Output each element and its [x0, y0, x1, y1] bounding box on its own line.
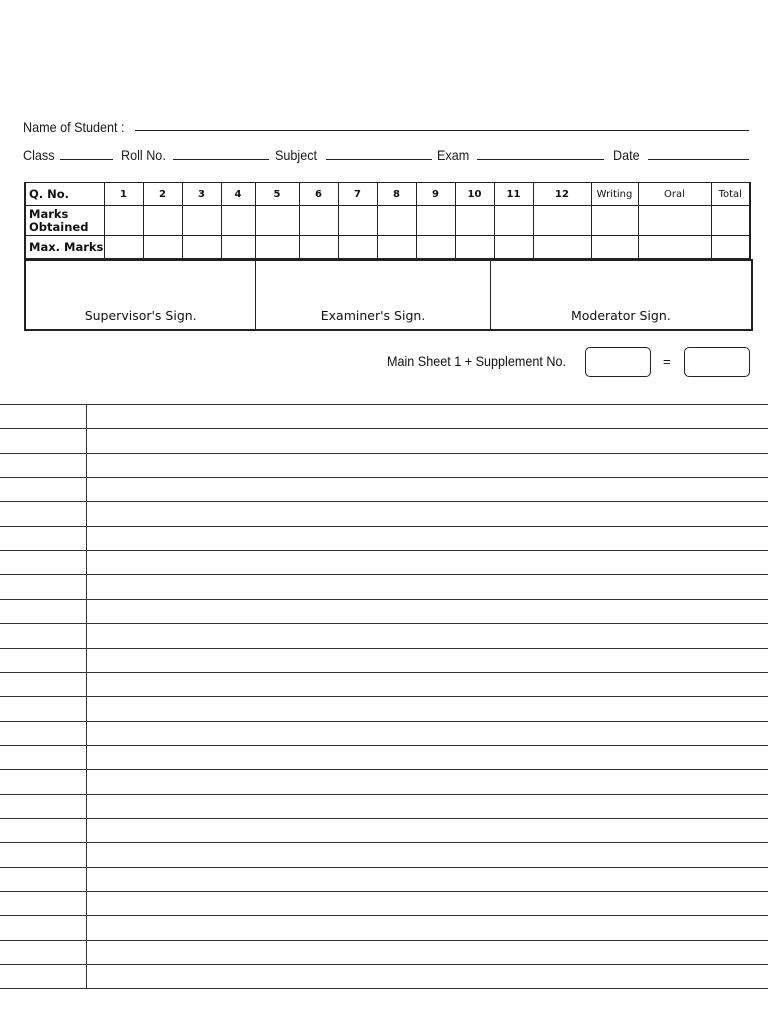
ruled-line — [0, 550, 768, 551]
ruled-line — [0, 648, 768, 649]
obtained-cell[interactable] — [182, 206, 221, 236]
obtained-cell[interactable] — [338, 206, 377, 236]
max-cell[interactable] — [104, 236, 143, 259]
roll-no-label: Roll No. — [121, 147, 166, 163]
ruled-line — [0, 404, 768, 405]
qno-col-1: 1 — [104, 183, 143, 206]
qno-col-8: 8 — [377, 183, 416, 206]
marks-obtained-label-line1: Marks — [29, 206, 69, 221]
ruled-line — [0, 428, 768, 429]
obtained-cell[interactable] — [533, 206, 591, 236]
ruled-line — [0, 818, 768, 819]
max-cell[interactable] — [299, 236, 338, 259]
obtained-cell[interactable] — [221, 206, 255, 236]
moderator-sign-label: Moderator Sign. — [570, 308, 671, 323]
ruled-line — [0, 940, 768, 941]
qno-col-4: 4 — [221, 183, 255, 206]
ruled-line — [0, 915, 768, 916]
qno-col-6: 6 — [299, 183, 338, 206]
signature-section — [24, 259, 753, 331]
supplement-label: Main Sheet 1 + Supplement No. — [387, 353, 566, 369]
class-label: Class — [23, 147, 55, 163]
max-cell[interactable] — [533, 236, 591, 259]
marks-obtained-row — [25, 206, 750, 236]
examiner-sign-label: Examiner's Sign. — [320, 308, 426, 323]
ruled-line — [0, 964, 768, 965]
ruled-line — [0, 453, 768, 454]
ruled-line — [0, 672, 768, 673]
ruled-line — [0, 867, 768, 868]
qno-label: Q. No. — [25, 183, 104, 206]
qno-col-2: 2 — [143, 183, 182, 206]
exam-label: Exam — [437, 147, 470, 163]
subject-field[interactable] — [326, 159, 432, 160]
ruled-line — [0, 574, 768, 575]
max-cell[interactable] — [494, 236, 533, 259]
date-field[interactable] — [648, 159, 749, 160]
max-cell[interactable] — [377, 236, 416, 259]
ruled-line — [0, 745, 768, 746]
subject-label: Subject — [275, 147, 318, 163]
obtained-cell[interactable] — [143, 206, 182, 236]
ruled-line — [0, 599, 768, 600]
obtained-cell[interactable] — [711, 206, 750, 236]
ruled-line — [0, 501, 768, 502]
obtained-cell[interactable] — [591, 206, 638, 236]
qno-col-10: 10 — [455, 183, 494, 206]
qno-row — [25, 183, 750, 206]
marks-table — [24, 182, 751, 259]
max-cell[interactable] — [143, 236, 182, 259]
obtained-cell[interactable] — [255, 206, 299, 236]
exam-field[interactable] — [477, 159, 604, 160]
qno-col-writing: Writing — [591, 183, 638, 206]
roll-no-field[interactable] — [173, 159, 269, 160]
obtained-cell[interactable] — [455, 206, 494, 236]
max-cell[interactable] — [255, 236, 299, 259]
ruled-line — [0, 623, 768, 624]
obtained-cell[interactable] — [638, 206, 711, 236]
ruled-line — [0, 526, 768, 527]
obtained-cell[interactable] — [416, 206, 455, 236]
ruled-line — [0, 891, 768, 892]
marks-obtained-label — [25, 206, 104, 236]
ruled-line — [0, 477, 768, 478]
supplement-number-box[interactable] — [585, 347, 651, 377]
qno-col-oral: Oral — [638, 183, 711, 206]
ruled-line — [0, 988, 768, 989]
obtained-cell[interactable] — [104, 206, 143, 236]
qno-col-9: 9 — [416, 183, 455, 206]
max-marks-label: Max. Marks — [25, 236, 104, 259]
name-of-student-label: Name of Student : — [23, 119, 125, 135]
ruled-line — [0, 696, 768, 697]
class-field[interactable] — [60, 159, 113, 160]
max-cell[interactable] — [182, 236, 221, 259]
max-cell[interactable] — [455, 236, 494, 259]
obtained-cell[interactable] — [377, 206, 416, 236]
marks-obtained-label-line2: Obtained — [29, 219, 89, 234]
max-cell[interactable] — [711, 236, 750, 259]
qno-col-7: 7 — [338, 183, 377, 206]
qno-col-12: 12 — [533, 183, 591, 206]
equals-sign: = — [663, 354, 671, 369]
max-cell[interactable] — [591, 236, 638, 259]
qno-col-11: 11 — [494, 183, 533, 206]
obtained-cell[interactable] — [494, 206, 533, 236]
supervisor-sign-box[interactable] — [26, 261, 256, 329]
date-label: Date — [613, 147, 640, 163]
ruled-line — [0, 721, 768, 722]
name-of-student-field[interactable] — [135, 130, 749, 131]
qno-col-3: 3 — [182, 183, 221, 206]
ruled-line — [0, 842, 768, 843]
qno-col-total: Total — [711, 183, 750, 206]
max-cell[interactable] — [638, 236, 711, 259]
examiner-sign-box[interactable] — [256, 261, 490, 329]
qno-col-5: 5 — [255, 183, 299, 206]
max-cell[interactable] — [221, 236, 255, 259]
obtained-cell[interactable] — [299, 206, 338, 236]
total-sheets-box[interactable] — [684, 347, 750, 377]
moderator-sign-box[interactable] — [491, 261, 751, 329]
max-cell[interactable] — [338, 236, 377, 259]
ruled-line — [0, 769, 768, 770]
supervisor-sign-label: Supervisor's Sign. — [84, 308, 197, 323]
max-marks-row — [25, 236, 750, 259]
answer-area[interactable] — [0, 404, 768, 989]
ruled-line — [0, 794, 768, 795]
max-cell[interactable] — [416, 236, 455, 259]
